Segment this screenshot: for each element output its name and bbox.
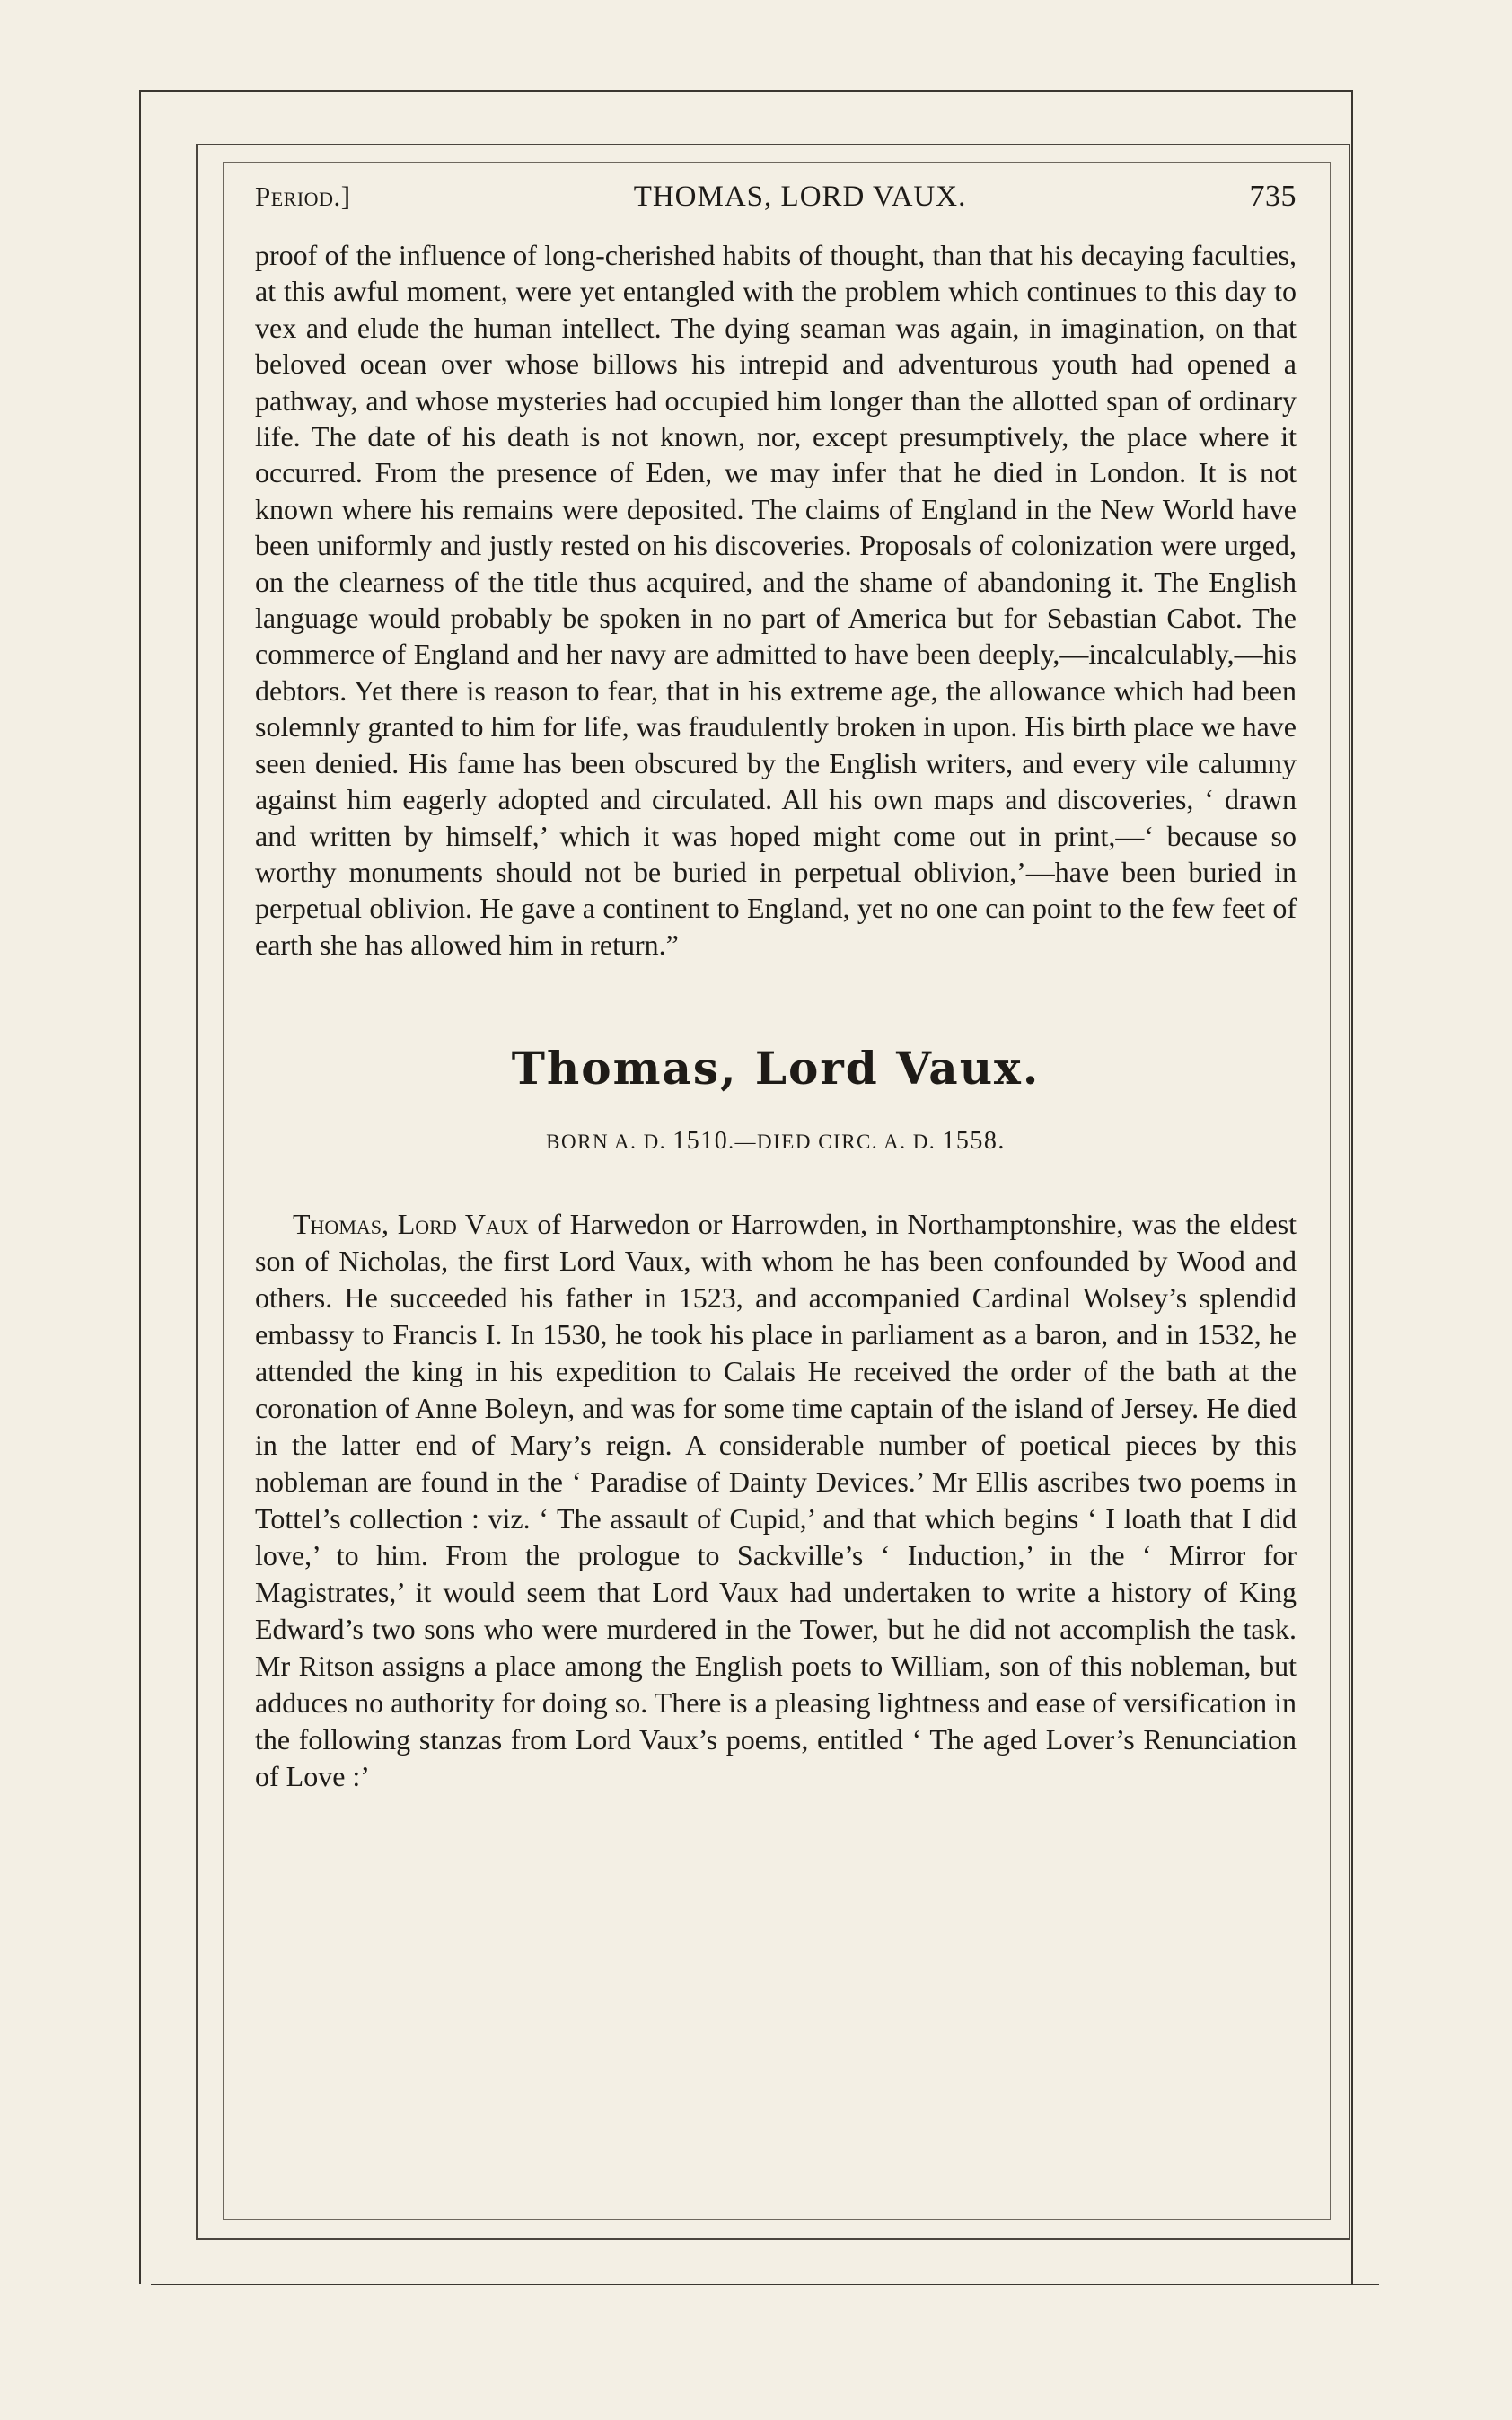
running-header [255,180,1297,237]
born-label: BORN A. D. [546,1131,667,1154]
page-number: 735 [1249,180,1297,213]
paragraph-lord-vaux [255,1206,1297,1795]
section-heading: Thomas, Lord Vaux. [511,1042,1041,1096]
born-year: 1510 [672,1127,729,1156]
died-year: 1558. [942,1127,1006,1156]
page-content [255,180,1297,1795]
paragraph-lord-vaux-text: of Harwedon or Harrowden, in Northamptonshire, was the eldest son of Nicholas, the first Lord Vaux, with whom he has been confounded by Wood and others. He succeeded his father in 1523, and accompanied Cardinal Wolsey’s splendid embassy to Francis I. In 1530, he took his place in parliament as a baron, and in 1532, he attended the king in his expedition to Calais He received the order of the bath at the coronation of Anne Boleyn, and was for some time captain of the island of Jersey. He died in the latter end of Mary’s reign. A considerable number of poetical pieces by this nobleman are found in the ‘ Paradise of Dainty Devices.’ Mr Ellis ascribes two poems in Tottel’s collection : viz. ‘ The assault of Cupid,’ and that which begins ‘ I loath that I did love,’ to him. From the prologue to Sackville’s ‘ Induction,’ in the ‘ Mirror for Magistrates,’ it would seem that Lord Vaux had undertaken to write a history of King Edward’s two sons who were murdered in the Tower, but he did not accomplish the task. Mr Ritson assigns a place among the English poets to William, son of this nobleman, but adduces no authority for doing so. There is a pleasing lightness and ease of versification in the following stanzas from Lord Vaux’s poems, entitled ‘ The aged Lover’s Renunciation of Love :’ [255,1208,1297,1793]
paragraph-cabot-conclusion: proof of the influence of long-cherished habits of thought, than that his decaying faculties, at this awful moment, were yet entangled with the problem which continues to this day to vex and elude the human intellect. The dying seaman was again, in imagination, on that beloved ocean over whose billows his intrepid and adventurous youth had opened a pathway, and whose mysteries had occupied him longer than the allotted span of ordinary life. The date of his death is not known, nor, except presumptively, the place where it occurred. From the presence of Eden, we may infer that he died in London. It is not known where his remains were deposited. The claims of England in the New World have been uniformly and justly rested on his discoveries. Proposals of colonization were urged, on the clearness of the title thus acquired, and the shame of abandoning it. The English language would probably be spoken in no part of America but for Sebastian Cabot. The commerce of England and her navy are admitted to have been deeply,—incalculably,—his debtors. Yet there is reason to fear, that in his extreme age, the allowance which had been solemnly granted to him for life, was fraudulently broken in upon. His birth place we have seen denied. His fame has been obscured by the English writers, and every vile calumny against him eagerly adopted and circulated. All his own maps and discoveries, ‘ drawn and written by himself,’ which it was hoped might come out in print,—‘ because so worthy monuments should not be buried in perpetual oblivion,’—have been buried in perpetual oblivion. He gave a continent to England, yet no one can point to the few feet of earth she has allowed him in return.” [255,239,1297,961]
died-label: .—DIED CIRC. A. D. [728,1131,936,1154]
paragraph-lead-name: Thomas, Lord Vaux [293,1208,529,1241]
header-period: Period.] [255,180,351,212]
frame-bottom-rule [151,2284,1379,2285]
life-dates [255,1127,1297,1156]
header-title: THOMAS, LORD VAUX. [633,180,967,213]
